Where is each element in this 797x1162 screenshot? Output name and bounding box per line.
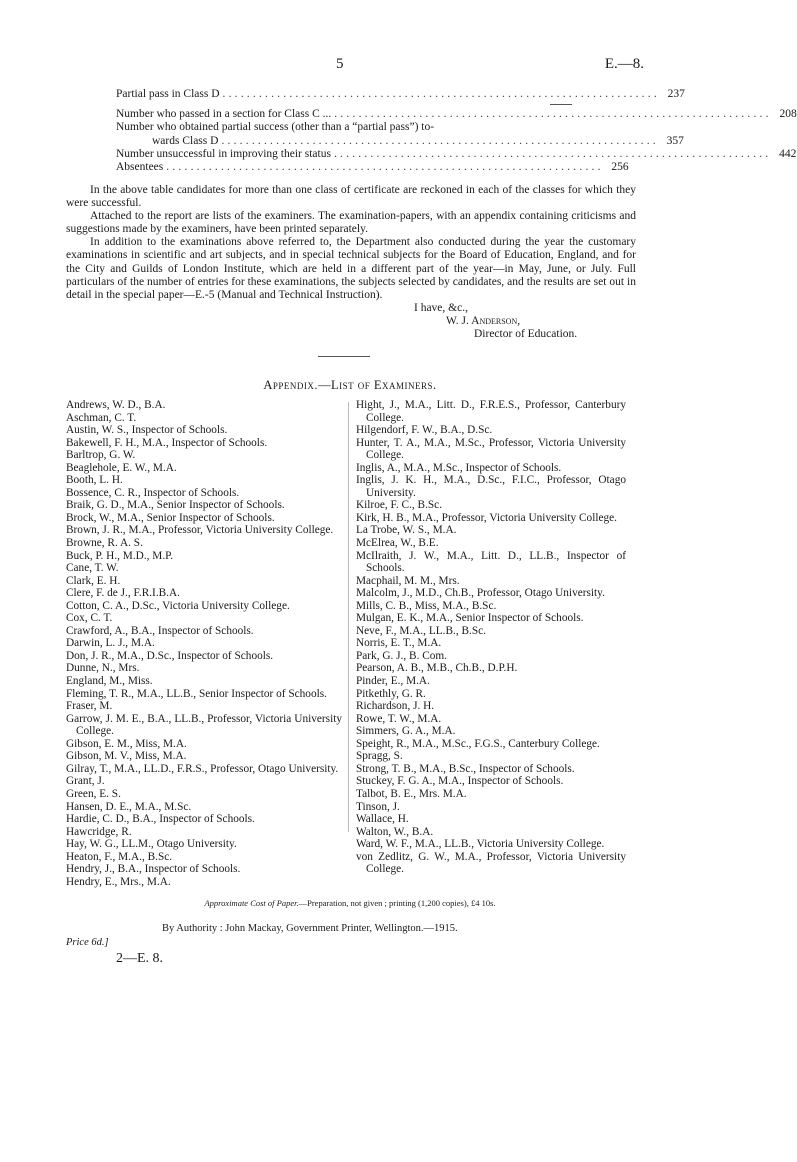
stat-row <box>116 134 684 148</box>
examiner-entry: Booth, L. H. <box>66 474 123 487</box>
examiner-entry: Stuckey, F. G. A., M.A., Inspector of Schools. <box>356 775 564 788</box>
stat-row <box>116 121 572 134</box>
examiner-entry: Hardie, C. D., B.A., Inspector of Schools. <box>66 813 255 826</box>
leader-dots: ........................................................................ <box>334 108 772 121</box>
stat-value: 357 <box>666 134 684 147</box>
examiner-entry: Brown, J. R., M.A., Professor, Victoria University College. <box>66 524 334 537</box>
examiner-entry: Grant, J. <box>66 775 105 788</box>
appendix-heading: Appendix.—List of Examiners. <box>263 378 437 392</box>
examiner-entry: England, M., Miss. <box>66 675 153 688</box>
examiner-entry: Fleming, T. R., M.A., LL.B., Senior Inspector of Schools. <box>66 687 327 700</box>
examiner-entry: Hay, W. G., LL.M., Otago University. <box>66 838 237 851</box>
examiner-entry: Malcolm, J., M.D., Ch.B., Professor, Otago University. <box>356 587 605 600</box>
cost-label: Approximate Cost of Paper. <box>204 898 299 908</box>
examiner-entry: Richardson, J. H. <box>356 700 435 713</box>
stat-label: Number unsuccessful in improving their status <box>116 147 331 160</box>
examiner-entry: Kirk, H. B., M.A., Professor, Victoria University College. <box>356 511 617 524</box>
examiner-entry: Macphail, M. M., Mrs. <box>356 574 460 587</box>
examiner-entry: Hansen, D. E., M.A., M.Sc. <box>66 800 192 813</box>
examiner-entry: Fraser, M. <box>66 700 113 713</box>
examiner-entry: Strong, T. B., M.A., B.Sc., Inspector of Schools. <box>356 762 575 775</box>
signature-closing: I have, &c., <box>414 301 468 314</box>
stat-row <box>116 147 797 161</box>
examiner-entry: Talbot, B. E., Mrs. M.A. <box>356 787 467 800</box>
examiner-entry: Ward, W. F., M.A., LL.B., Victoria University College. <box>356 838 605 851</box>
examiner-entry: Browne, R. A. S. <box>66 537 143 550</box>
stat-value: 208 <box>779 108 797 121</box>
examiner-entry: Hunter, T. A., M.A., M.Sc., Professor, Victoria University College. <box>356 436 626 462</box>
examiner-entry: Pitkethly, G. R. <box>356 687 426 700</box>
leader-dots: ........................................................................ <box>333 147 772 160</box>
examiner-entry: Barltrop, G. W. <box>66 449 136 462</box>
examiner-entry: Darwin, L. J., M.A. <box>66 637 155 650</box>
signature-title: Director of Education. <box>474 328 578 341</box>
examiner-entry: Cane, T. W. <box>66 562 119 575</box>
printer-authority: By Authority : John Mackay, Government Printer, Wellington.—1915. <box>162 923 458 934</box>
examiner-entry: La Trobe, W. S., M.A. <box>356 524 457 537</box>
examiner-entry: Gibson, E. M., Miss, M.A. <box>66 737 187 750</box>
examiner-entry: Green, E. S. <box>66 787 121 800</box>
stat-label: wards Class D <box>152 134 219 147</box>
examiner-entry: Hight, J., M.A., Litt. D., F.R.E.S., Professor, Canterbury College. <box>356 399 626 424</box>
paragraph: Attached to the report are lists of the examiners. The examination-papers, with an appendix containing criticisms and suggestions made by the examiners, have been printed separately. <box>66 210 636 236</box>
examiner-entry: Beaglehole, E. W., M.A. <box>66 461 177 474</box>
examiner-entry: Spragg, S. <box>356 750 403 763</box>
price: Price 6d.] <box>66 937 109 948</box>
total-rule <box>550 104 572 105</box>
leader-dots: ........................................................................ <box>221 134 659 147</box>
paragraph: In addition to the examinations above referred to, the Department also conducted during the year the customary examinations in scientific and art subjects, and in special technical subjects for the Board of Education, England, and for the City and Guilds of London Institute, which are held in a different part of the year—in May, June, or July. Full particulars of the number of entries for these examinations, the subjects selected by candidates, and the results are set out in detail in the special paper—E.-5 (Manual and Technical Instruction). <box>66 236 636 301</box>
examiner-entry: Aschman, C. T. <box>66 411 137 424</box>
cost-note <box>0 898 700 908</box>
examiner-entry: Garrow, J. M. E., B.A., LL.B., Professor, Victoria University College. <box>66 712 342 738</box>
examiner-entry: Bakewell, F. H., M.A., Inspector of Schools. <box>66 436 268 449</box>
examiner-entry: Park, G. J., B. Com. <box>356 649 448 662</box>
examiner-entry: Tinson, J. <box>356 800 400 813</box>
column-divider <box>348 402 349 832</box>
results-table <box>116 88 797 174</box>
examiners-column-left <box>66 399 342 888</box>
examiner-entry: Cotton, C. A., D.Sc., Victoria University College. <box>66 599 290 612</box>
examiner-entry: Heaton, F., M.A., B.Sc. <box>66 850 173 863</box>
stat-row <box>116 108 797 121</box>
examiner-entry: Neve, F., M.A., LL.B., B.Sc. <box>356 624 486 637</box>
examiner-entry: Andrews, W. D., B.A. <box>66 399 166 411</box>
examiner-entry: Speight, R., M.A., M.Sc., F.G.S., Canterbury College. <box>356 737 600 750</box>
section-separator <box>318 356 370 357</box>
stat-value: 237 <box>667 88 685 100</box>
stat-value: 256 <box>611 161 629 174</box>
examiner-entry: Simmers, G. A., M.A. <box>356 725 456 738</box>
stat-row <box>116 88 685 101</box>
report-body <box>66 184 636 341</box>
examiner-entry: Hilgendorf, F. W., B.A., D.Sc. <box>356 424 493 437</box>
examiner-entry: McElrea, W., B.E. <box>356 537 439 550</box>
sheet-signature: 2—E. 8. <box>116 951 164 966</box>
signature-name: W. J. Anderson, <box>446 314 521 327</box>
examiner-entry: Bossence, C. R., Inspector of Schools. <box>66 486 240 499</box>
leader-dots: ........................................................................ <box>166 161 604 174</box>
examiner-entry: Austin, W. S., Inspector of Schools. <box>66 424 228 437</box>
examiner-entry: McIlraith, J. W., M.A., Litt. D., LL.B., Inspector of Schools. <box>356 549 626 575</box>
examiner-entry: Inglis, A., M.A., M.Sc., Inspector of Schools. <box>356 461 562 474</box>
stat-label: Number who obtained partial success (other than a “partial pass”) to- <box>116 121 435 134</box>
examiner-entry: Don, J. R., M.A., D.Sc., Inspector of Schools. <box>66 649 274 662</box>
examiner-entry: Buck, P. H., M.D., M.P. <box>66 549 174 562</box>
stat-value: 442 <box>779 147 797 160</box>
examiner-entry: Mulgan, E. K., M.A., Senior Inspector of Schools. <box>356 612 584 625</box>
examiner-entry: Hendry, J., B.A., Inspector of Schools. <box>66 863 241 876</box>
examiner-entry: Gilray, T., M.A., LL.D., F.R.S., Professor, Otago University. <box>66 762 339 775</box>
examiner-entry: Mills, C. B., Miss, M.A., B.Sc. <box>356 599 497 612</box>
examiner-entry: Pearson, A. B., M.B., Ch.B., D.P.H. <box>356 662 518 675</box>
examiner-entry: Cox, C. T. <box>66 612 113 625</box>
examiner-entry: Braik, G. D., M.A., Senior Inspector of Schools. <box>66 499 285 512</box>
examiner-entry: Walton, W., B.A. <box>356 825 434 838</box>
examiner-entry: Hawcridge, R. <box>66 825 132 838</box>
examiner-entry: Inglis, J. K. H., M.A., D.Sc., F.I.C., Professor, Otago University. <box>356 474 626 499</box>
stat-label: Partial pass in Class D <box>116 88 220 100</box>
examiner-entry: Clark, E. H. <box>66 574 121 587</box>
examiner-entry: Rowe, T. W., M.A. <box>356 712 442 725</box>
stat-row <box>116 161 629 174</box>
document-reference: E.—8. <box>604 56 644 72</box>
signature-block <box>66 302 636 341</box>
stat-label: Number who passed in a section for Class C ... <box>116 108 332 121</box>
stat-label: Absentees <box>116 161 164 174</box>
cost-text: —Preparation, not given ; printing (1,200 copies), £4 10s. <box>298 898 496 908</box>
examiner-entry: Gibson, M. V., Miss, M.A. <box>66 750 187 763</box>
examiner-entry: Wallace, H. <box>356 813 409 826</box>
paragraph: In the above table candidates for more than one class of certificate are reckoned in each of the classes for which they were successful. <box>66 184 636 210</box>
examiners-column-right <box>356 399 626 876</box>
examiner-entry: Crawford, A., B.A., Inspector of Schools. <box>66 624 254 637</box>
examiner-entry: Pinder, E., M.A. <box>356 675 430 688</box>
page-number: 5 <box>336 56 344 72</box>
examiner-entry: Brock, W., M.A., Senior Inspector of Schools. <box>66 511 275 524</box>
examiner-entry: Clere, F. de J., F.R.I.B.A. <box>66 587 180 600</box>
examiner-entry: von Zedlitz, G. W., M.A., Professor, Victoria University College. <box>356 850 626 876</box>
examiner-entry: Kilroe, F. C., B.Sc. <box>356 499 443 512</box>
leader-dots: ........................................................................ <box>222 88 660 100</box>
examiner-entry: Dunne, N., Mrs. <box>66 662 140 675</box>
examiner-entry: Hendry, E., Mrs., M.A. <box>66 875 171 888</box>
examiner-entry: Norris, E. T., M.A. <box>356 637 442 650</box>
